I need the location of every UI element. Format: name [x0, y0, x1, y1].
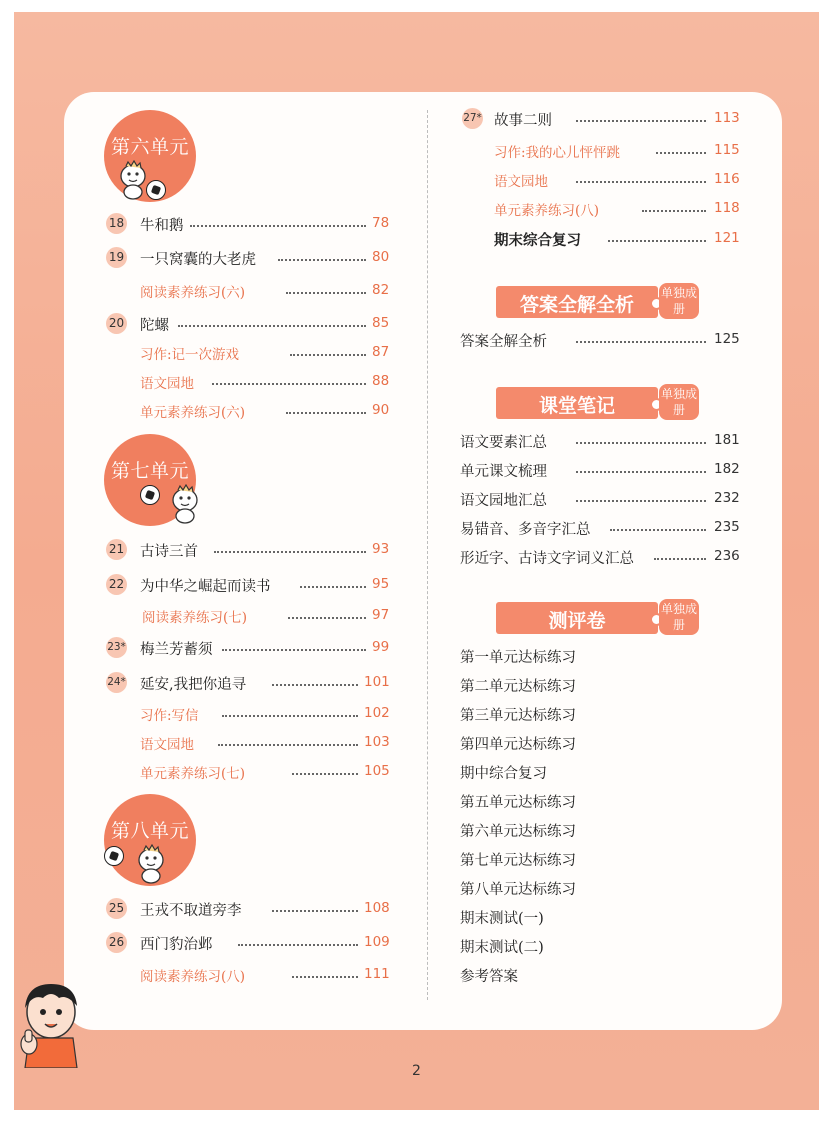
- toc-entry[interactable]: [106, 732, 390, 754]
- entry-label: 语文园地: [140, 737, 194, 753]
- toc-entry[interactable]: [106, 247, 390, 269]
- dot-leader: [576, 120, 706, 122]
- dot-leader: [300, 586, 366, 588]
- toc-entry[interactable]: [106, 400, 390, 422]
- dot-leader: [576, 181, 706, 183]
- entry-label: 梅兰芳蓄须: [140, 642, 213, 658]
- lesson-number: 21: [106, 539, 127, 560]
- entry-label: 易错音、多音字汇总: [460, 522, 591, 538]
- lesson-number: 27*: [462, 108, 483, 129]
- soccer-ball-icon: [146, 180, 166, 200]
- page-ref: 82: [372, 282, 390, 298]
- dot-leader: [608, 240, 706, 242]
- page-ref: 118: [714, 200, 740, 216]
- entry-label: 语文要素汇总: [460, 435, 547, 451]
- entry-label: 故事二则: [494, 113, 552, 129]
- section-title: 测评卷: [548, 610, 606, 632]
- entry-label: 参考答案: [460, 969, 518, 985]
- page-ref: 90: [372, 402, 390, 418]
- toc-entry[interactable]: [460, 488, 750, 510]
- page-ref: 102: [364, 705, 390, 721]
- page-number: 2: [412, 1063, 421, 1079]
- entry-label: 阅读素养练习(七): [142, 610, 248, 626]
- dot-leader: [272, 910, 358, 912]
- entry-label: 第七单元达标练习: [460, 853, 576, 869]
- entry-label: 第五单元达标练习: [460, 795, 576, 811]
- lesson-number: 19: [106, 247, 127, 268]
- entry-label: 期中综合复习: [460, 766, 547, 782]
- cartoon-boy-icon: [15, 978, 85, 1068]
- lesson-number: 26: [106, 932, 127, 953]
- toc-entry[interactable]: [106, 964, 390, 986]
- separate-volume-tag: 单独成册: [659, 384, 699, 420]
- entry-label: 期末综合复习: [494, 233, 581, 249]
- entry-label: 单元素养练习(六): [140, 405, 246, 421]
- toc-entry[interactable]: [106, 703, 390, 725]
- toc-entry[interactable]: [106, 898, 390, 920]
- page-ref: 85: [372, 315, 390, 331]
- entry-label: 语文园地汇总: [460, 493, 547, 509]
- toc-entry[interactable]: [106, 313, 390, 335]
- dot-leader: [290, 354, 366, 356]
- dot-leader: [214, 551, 366, 553]
- toc-entry[interactable]: [106, 280, 390, 302]
- section-title: 课堂笔记: [538, 395, 615, 417]
- dot-leader: [576, 442, 706, 444]
- page-ref: 111: [364, 966, 390, 982]
- toc-entry[interactable]: [460, 546, 750, 568]
- dot-leader: [222, 715, 358, 717]
- entry-label: 单元素养练习(八): [494, 203, 600, 219]
- dot-leader: [576, 500, 706, 502]
- dot-leader: [292, 773, 358, 775]
- entry-label: 西门豹治邺: [140, 937, 213, 953]
- toc-entry[interactable]: [460, 329, 750, 351]
- dot-leader: [292, 976, 358, 978]
- page-ref: 101: [364, 674, 390, 690]
- separate-volume-tag: 单独成册: [659, 283, 699, 319]
- lesson-number: 18: [106, 213, 127, 234]
- soccer-ball-icon: [140, 485, 160, 505]
- toc-entry[interactable]: [106, 574, 390, 596]
- toc-entry[interactable]: [106, 605, 390, 627]
- entry-label: 第三单元达标练习: [460, 708, 576, 724]
- section-title: 答案全解全析: [519, 294, 634, 316]
- entry-label: 古诗三首: [140, 544, 198, 560]
- dot-leader: [222, 649, 366, 651]
- dot-leader: [642, 210, 706, 212]
- page-ref: 115: [714, 142, 740, 158]
- dot-leader: [288, 617, 366, 619]
- entry-label: 牛和鹅: [140, 218, 184, 234]
- dot-leader: [272, 684, 358, 686]
- entry-label: 第二单元达标练习: [460, 679, 576, 695]
- page-ref: 103: [364, 734, 390, 750]
- toc-entry[interactable]: [106, 672, 390, 694]
- dot-leader: [286, 292, 366, 294]
- entry-label: 期末测试(一): [460, 911, 544, 927]
- toc-entry[interactable]: [460, 459, 750, 481]
- dot-leader: [212, 383, 366, 385]
- entry-label: 答案全解全析: [460, 334, 547, 350]
- toc-entry[interactable]: [106, 932, 390, 954]
- lesson-number: 23*: [106, 637, 127, 658]
- page-ref: 99: [372, 639, 390, 655]
- toc-entry[interactable]: [106, 371, 390, 393]
- unit-title: 第六单元: [110, 136, 189, 158]
- dot-leader: [576, 471, 706, 473]
- page-ref: 121: [714, 230, 740, 246]
- entry-label: 延安,我把你追寻: [140, 677, 247, 693]
- page-ref: 88: [372, 373, 390, 389]
- dot-leader: [286, 412, 366, 414]
- toc-entry[interactable]: [106, 213, 390, 235]
- entry-label: 语文园地: [140, 376, 194, 392]
- dot-leader: [238, 944, 358, 946]
- dot-leader: [654, 558, 706, 560]
- page-ref: 108: [364, 900, 390, 916]
- toc-entry[interactable]: [106, 539, 390, 561]
- dot-leader: [576, 341, 706, 343]
- page-ref: 87: [372, 344, 390, 360]
- page-ref: 113: [714, 110, 740, 126]
- page-ref: 235: [714, 519, 740, 535]
- toc-entry[interactable]: [462, 228, 746, 250]
- entry-label: 阅读素养练习(八): [140, 969, 246, 985]
- toc-entry[interactable]: [106, 342, 390, 364]
- unit-title: 第七单元: [110, 460, 189, 482]
- soccer-ball-icon: [104, 846, 124, 866]
- separate-volume-tag: 单独成册: [659, 599, 699, 635]
- toc-entry[interactable]: [460, 517, 750, 539]
- page-ref: 95: [372, 576, 390, 592]
- lesson-number: 25: [106, 898, 127, 919]
- entry-label: 第八单元达标练习: [460, 882, 576, 898]
- page-ref: 232: [714, 490, 740, 506]
- page-ref: 116: [714, 171, 740, 187]
- page-ref: 78: [372, 215, 390, 231]
- dot-leader: [218, 744, 358, 746]
- lesson-number: 22: [106, 574, 127, 595]
- column-divider: [427, 110, 428, 1000]
- dot-leader: [278, 259, 366, 261]
- page-ref: 105: [364, 763, 390, 779]
- entry-label: 阅读素养练习(六): [140, 285, 246, 301]
- entry-label: 第一单元达标练习: [460, 650, 576, 666]
- mascot-icon: [132, 844, 170, 884]
- entry-label: 单元素养练习(七): [140, 766, 246, 782]
- entry-label: 第四单元达标练习: [460, 737, 576, 753]
- toc-entry[interactable]: [462, 169, 746, 191]
- dot-leader: [610, 529, 706, 531]
- entry-label: 单元课文梳理: [460, 464, 547, 480]
- toc-entry[interactable]: [462, 198, 746, 220]
- entry-label: 一只窝囊的大老虎: [140, 252, 256, 268]
- entry-label: 陀螺: [140, 318, 169, 334]
- mascot-icon: [166, 484, 204, 524]
- page-ref: 181: [714, 432, 740, 448]
- toc-entry[interactable]: [460, 430, 750, 452]
- page-ref: 109: [364, 934, 390, 950]
- lesson-number: 24*: [106, 672, 127, 693]
- entry-label: 第六单元达标练习: [460, 824, 576, 840]
- toc-entry[interactable]: [462, 108, 746, 130]
- toc-entry[interactable]: [106, 637, 390, 659]
- entry-label: 习作:记一次游戏: [140, 347, 240, 363]
- toc-entry[interactable]: [462, 140, 746, 162]
- page-ref: 182: [714, 461, 740, 477]
- lesson-number: 20: [106, 313, 127, 334]
- page-ref: 97: [372, 607, 390, 623]
- unit-title: 第八单元: [110, 820, 189, 842]
- entry-label: 习作:我的心儿怦怦跳: [494, 145, 621, 161]
- page-ref: 93: [372, 541, 390, 557]
- page-ref: 125: [714, 331, 740, 347]
- entry-label: 习作:写信: [140, 708, 199, 724]
- dot-leader: [190, 225, 366, 227]
- entry-label: 语文园地: [494, 174, 548, 190]
- entry-label: 形近字、古诗文字词义汇总: [460, 551, 634, 567]
- toc-entry[interactable]: [106, 761, 390, 783]
- entry-label: 王戎不取道旁李: [140, 903, 242, 919]
- entry-label: 为中华之崛起而读书: [140, 579, 271, 595]
- dot-leader: [656, 152, 706, 154]
- page-ref: 80: [372, 249, 390, 265]
- dot-leader: [178, 325, 366, 327]
- page-ref: 236: [714, 548, 740, 564]
- entry-label: 期末测试(二): [460, 940, 544, 956]
